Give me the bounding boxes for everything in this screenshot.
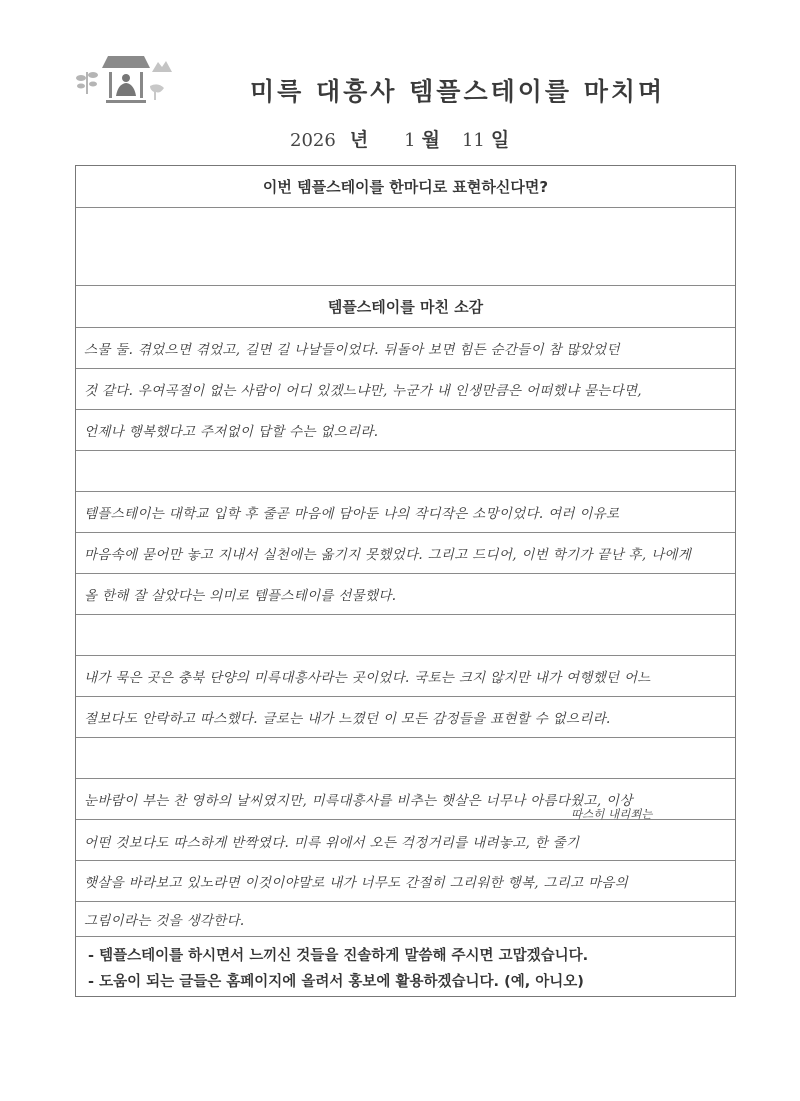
feedback-form — [75, 165, 736, 997]
inserted-annotation: 따스히 내리쬐는 — [571, 807, 653, 821]
impression-line-11 — [76, 738, 735, 779]
question-heading: 이번 템플스테이를 한마디로 표현하신다면? — [76, 166, 735, 208]
impression-line-2: 것 같다. 우여곡절이 없는 사람이 어디 있겠느냐만, 누군가 내 인생만큼은 어떠했냐 묻는다면, — [76, 369, 735, 410]
impression-line-4 — [76, 451, 735, 492]
impression-line-12: 눈바람이 부는 찬 영하의 날씨였지만, 미륵대흥사를 비추는 햇살은 너무나 아름다웠고, 이상 — [76, 779, 735, 820]
impression-line-9: 내가 묵은 곳은 충북 단양의 미륵대흥사라는 곳이었다. 국토는 크지 않지만 내가 여행했던 어느 — [76, 656, 735, 697]
note-line-1: - 템플스테이를 하시면서 느끼신 것들을 진솔하게 말씀해 주시면 고맙겠습니다. — [88, 948, 589, 964]
note-line-2: - 도움이 되는 글들은 홈페이지에 올려서 홍보에 활용하겠습니다. (예, 아니오) — [88, 974, 584, 990]
date-month-value: 1 — [404, 130, 416, 151]
notes-box — [76, 937, 735, 996]
impression-line-13-wrap — [76, 807, 735, 861]
date-day-unit: 일 — [490, 129, 510, 151]
date-day-value: 11 — [461, 130, 485, 151]
temple-buddha-logo-icon — [72, 48, 182, 108]
question-answer-field[interactable] — [76, 208, 735, 286]
impression-line-6: 마음속에 묻어만 놓고 지내서 실천에는 옮기지 못했었다. 그리고 드디어, 이번 학기가 끝난 후, 나에게 — [76, 533, 735, 574]
impression-line-3: 언제나 행복했다고 주저없이 답할 수는 없으리라. — [76, 410, 735, 451]
impression-line-15: 그림이라는 것을 생각한다. — [76, 902, 735, 937]
impressions-heading: 템플스테이를 마친 소감 — [76, 286, 735, 328]
date-line — [290, 125, 509, 152]
impression-line-13: 어떤 것보다도 따스하게 반짝였다. 미륵 위에서 오든 걱정거리를 내려놓고, 한 줄기 — [84, 834, 580, 851]
date-year-value: 2026 — [290, 130, 336, 151]
impression-line-8 — [76, 615, 735, 656]
impression-line-7: 올 한해 잘 살았다는 의미로 템플스테이를 선물했다. — [76, 574, 735, 615]
impression-line-5: 템플스테이는 대학교 입학 후 줄곧 마음에 담아둔 나의 작디작은 소망이었다. 여러 이유로 — [76, 492, 735, 533]
impression-line-10: 절보다도 안락하고 따스했다. 글로는 내가 느꼈던 이 모든 감정들을 표현할 수 없으리라. — [76, 697, 735, 738]
page-title: 미륵 대흥사 템플스테이를 마치며 — [250, 77, 666, 106]
impression-line-14: 햇살을 바라보고 있노라면 이것이야말로 내가 너무도 간절히 그리워한 행복, 그리고 마음의 — [76, 861, 735, 902]
date-year-unit: 년 — [349, 129, 369, 151]
impression-line-1: 스물 둘. 겪었으면 겪었고, 길면 길 나날들이었다. 뒤돌아 보면 힘든 순간들이 참 많았었던 — [76, 328, 735, 369]
date-month-unit: 월 — [421, 129, 440, 151]
